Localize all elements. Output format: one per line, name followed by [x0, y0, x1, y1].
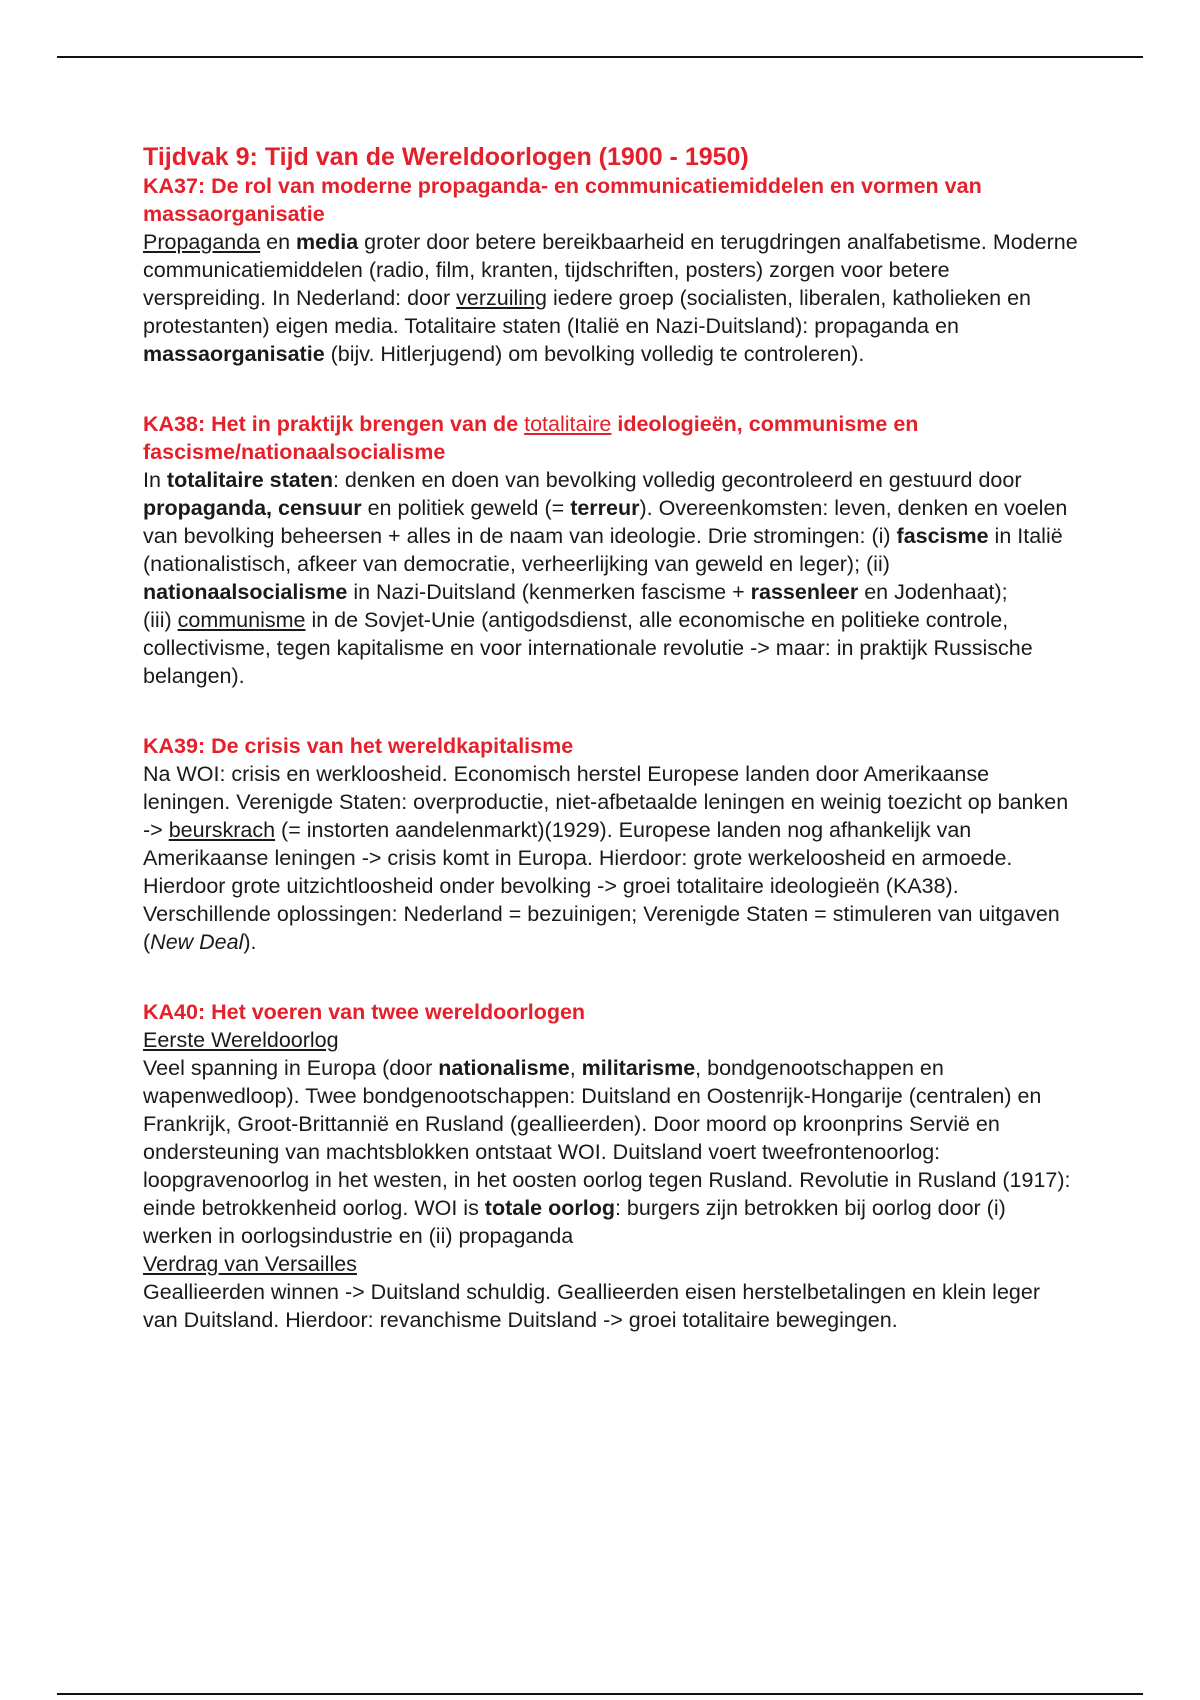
ka40-subheading-versailles: Verdrag van Versailles — [143, 1252, 357, 1276]
document-body — [143, 142, 1078, 1334]
bottom-rule — [57, 1693, 1143, 1695]
ka39-paragraph: Na WOI: crisis en werkloosheid. Economisch herstel Europese landen door Amerikaanse leningen. Verenigde Staten: overproductie, niet-afbetaalde leningen en weinig toezicht op banken -> beurskrach (= instorten aandelenmarkt)(1929). Europese landen nog afhankelijk van Amerikaanse leningen -> crisis komt in Europa. Hierdoor: grote werkeloosheid en armoede. Hierdoor grote uitzichtloosheid onder bevolking -> groei totalitaire ideologieën (KA38). Verschillende oplossingen: Nederland = bezuinigen; Verenigde Staten = stimuleren van uitgaven (New Deal). — [143, 762, 1069, 954]
ka38-paragraph-iii: (iii) communisme in de Sovjet-Unie (antigodsdienst, alle economische en politieke controle, collectivisme, tegen kapitalisme en voor internationale revolutie -> maar: in praktijk Russische belangen). — [143, 608, 1033, 688]
ka40-paragraph-versailles: Geallieerden winnen -> Duitsland schuldig. Geallieerden eisen herstelbetalingen en klein leger van Duitsland. Hierdoor: revanchisme Duitsland -> groei totalitaire bewegingen. — [143, 1280, 1040, 1332]
page-title: Tijdvak 9: Tijd van de Wereldoorlogen (1900 - 1950) — [143, 143, 749, 171]
section-ka37 — [143, 172, 1078, 368]
ka39-heading: KA39: De crisis van het wereldkapitalisme — [143, 734, 574, 758]
ka38-paragraph: In totalitaire staten: denken en doen van bevolking volledig gecontroleerd en gestuurd door propaganda, censuur en politiek geweld (= terreur). Overeenkomsten: leven, denken en voelen van bevolking beheersen + alles in de naam van ideologie. Drie stromingen: (i) fascisme in Italië (nationalistisch, afkeer van democratie, verheerlijking van geweld en leger); (ii) nationaalsocialisme in Nazi-Duitsland (kenmerken fascisme + rassenleer en Jodenhaat); — [143, 468, 1068, 604]
section-ka40 — [143, 998, 1078, 1334]
ka37-heading: KA37: De rol van moderne propaganda- en communicatiemiddelen en vormen van massaorganisatie — [143, 174, 982, 226]
top-rule — [57, 56, 1143, 58]
ka40-heading: KA40: Het voeren van twee wereldoorlogen — [143, 1000, 586, 1024]
section-ka38 — [143, 410, 1078, 690]
ka40-paragraph-ww1: Veel spanning in Europa (door nationalisme, militarisme, bondgenootschappen en wapenwedloop). Twee bondgenootschappen: Duitsland en Oostenrijk-Hongarije (centralen) en Frankrijk, Groot-Brittannië en Rusland (geallieerden). Door moord op kroonprins Servië en ondersteuning van machtsblokken ontstaat WOI. Duitsland voert tweefrontenoorlog: loopgravenoorlog in het westen, in het oosten oorlog tegen Rusland. Revolutie in Rusland (1917): einde betrokkenheid oorlog. WOI is totale oorlog: burgers zijn betrokken bij oorlog door (i) werken in oorlogsindustrie en (ii) propaganda — [143, 1056, 1071, 1248]
section-ka39 — [143, 732, 1078, 956]
ka38-heading: KA38: Het in praktijk brengen van de totalitaire ideologieën, communisme en fascisme/nationaalsocialisme — [143, 412, 919, 464]
ka40-subheading-ww1: Eerste Wereldoorlog — [143, 1028, 339, 1052]
ka37-paragraph: Propaganda en media groter door betere bereikbaarheid en terugdringen analfabetisme. Moderne communicatiemiddelen (radio, film, kranten, tijdschriften, posters) zorgen voor betere verspreiding. In Nederland: door verzuiling iedere groep (socialisten, liberalen, katholieken en protestanten) eigen media. Totalitaire staten (Italië en Nazi-Duitsland): propaganda en massaorganisatie (bijv. Hitlerjugend) om bevolking volledig te controleren). — [143, 230, 1078, 366]
